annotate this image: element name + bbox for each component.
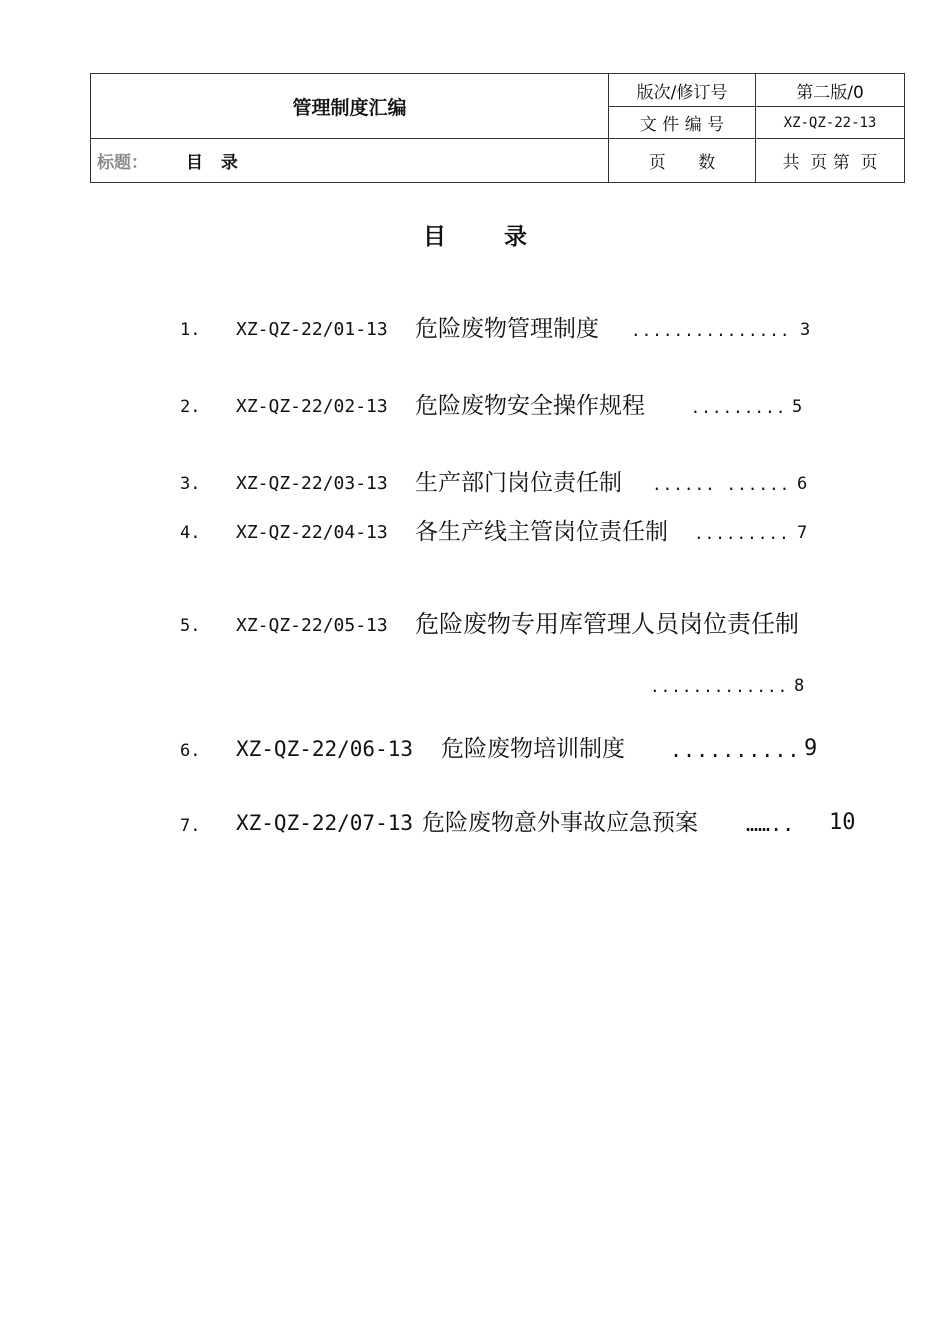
- toc-page: 8: [794, 676, 805, 696]
- toc-code: XZ-QZ-22/06-13: [236, 737, 414, 761]
- toc-page: 9: [804, 736, 818, 761]
- toc-title: 各生产线主管岗位责任制: [415, 519, 668, 545]
- toc-code: XZ-QZ-22/07-13: [236, 811, 414, 835]
- toc-leader: ……..: [746, 812, 795, 836]
- toc-number: 5.: [180, 616, 201, 636]
- toc-number: 1.: [180, 320, 201, 340]
- toc-title: 危险废物意外事故应急预案: [422, 810, 698, 836]
- toc-code: XZ-QZ-22/02-13: [236, 396, 388, 417]
- toc-number: 7.: [180, 816, 201, 836]
- toc-title: 生产部门岗位责任制: [415, 470, 622, 496]
- toc-title: 危险废物管理制度: [415, 316, 599, 342]
- toc-leader: ..........: [670, 738, 801, 762]
- toc-page: 7: [797, 523, 808, 543]
- toc-code: XZ-QZ-22/03-13: [236, 473, 388, 494]
- toc-code: XZ-QZ-22/04-13: [236, 522, 388, 543]
- header-title: 管理制度汇编: [91, 74, 609, 139]
- toc-number: 6.: [180, 741, 201, 761]
- subject-label: 标题：: [97, 153, 148, 173]
- toc-code: XZ-QZ-22/05-13: [236, 615, 388, 636]
- toc-number: 2.: [180, 397, 201, 417]
- pages-value: 共 页 第 页: [756, 139, 905, 183]
- toc-page: 6: [797, 474, 808, 494]
- toc-page: 10: [829, 810, 856, 835]
- toc-number: 4.: [180, 523, 201, 543]
- toc-leader: ...............: [631, 321, 791, 340]
- version-label: 版次/修订号: [609, 74, 756, 107]
- docno-label: 文 件 编 号: [609, 107, 756, 139]
- toc-leader: .............: [650, 677, 789, 696]
- toc-title: 危险废物安全操作规程: [415, 393, 645, 419]
- toc-leader: .........: [680, 398, 787, 417]
- toc-page: 3: [800, 320, 811, 340]
- toc-leader: ...... ......: [652, 475, 791, 494]
- version-value: 第二版/0: [756, 74, 905, 107]
- toc-title: 危险废物专用库管理人员岗位责任制: [415, 610, 799, 638]
- pages-label: 页 数: [609, 139, 756, 183]
- page-title: 目录: [423, 224, 585, 250]
- toc-code: XZ-QZ-22/01-13: [236, 319, 388, 340]
- toc-title: 危险废物培训制度: [441, 736, 625, 762]
- toc-number: 3.: [180, 474, 201, 494]
- docno-value: XZ-QZ-22-13: [756, 107, 905, 139]
- toc-leader: .........: [694, 524, 790, 543]
- toc-page: 5: [792, 397, 803, 417]
- subject-value: 目 录: [186, 153, 244, 173]
